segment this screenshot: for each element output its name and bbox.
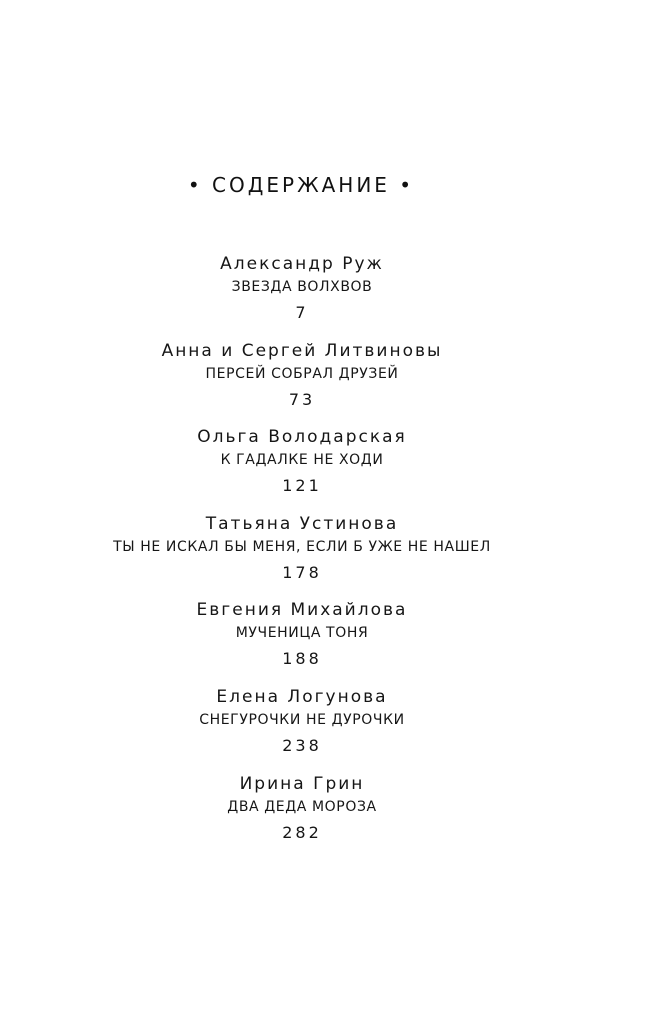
- entry-author: Татьяна Устинова: [205, 514, 399, 534]
- entry-page-number: 188: [282, 649, 322, 668]
- toc-title: • СОДЕРЖАНИЕ •: [187, 173, 415, 197]
- entry-author: Ольга Володарская: [197, 427, 407, 447]
- entry-page-number: 282: [282, 823, 322, 842]
- toc-entry: [0, 253, 604, 324]
- entry-story-title: ДВА ДЕДА МОРОЗА: [227, 799, 377, 815]
- entry-author: Елена Логунова: [216, 687, 388, 707]
- entry-author: Александр Руж: [220, 254, 384, 274]
- toc-entry: [0, 686, 604, 757]
- toc-entry: [0, 773, 604, 844]
- toc-entry: [0, 426, 604, 497]
- entry-page-number: 238: [282, 736, 322, 755]
- toc-entry: [0, 513, 604, 584]
- toc-entry: [0, 340, 604, 411]
- entry-page-number: 121: [282, 476, 322, 495]
- entry-story-title: ЗВЕЗДА ВОЛХВОВ: [231, 279, 373, 295]
- entry-story-title: МУЧЕНИЦА ТОНЯ: [235, 625, 369, 641]
- entry-page-number: 73: [288, 390, 316, 409]
- entry-author: Анна и Сергей Литвиновы: [161, 341, 443, 361]
- entry-story-title: К ГАДАЛКЕ НЕ ХОДИ: [220, 452, 384, 468]
- entry-author: Евгения Михайлова: [196, 600, 408, 620]
- entry-page-number: 178: [282, 563, 322, 582]
- toc-entry: [0, 599, 604, 670]
- entry-page-number: 7: [295, 303, 309, 322]
- entry-story-title: ПЕРСЕЙ СОБРАЛ ДРУЗЕЙ: [205, 366, 399, 382]
- entry-story-title: ТЫ НЕ ИСКАЛ БЫ МЕНЯ, ЕСЛИ Б УЖЕ НЕ НАШЕЛ: [113, 539, 491, 555]
- entry-story-title: СНЕГУРОЧКИ НЕ ДУРОЧКИ: [199, 712, 405, 728]
- entry-author: Ирина Грин: [239, 774, 365, 794]
